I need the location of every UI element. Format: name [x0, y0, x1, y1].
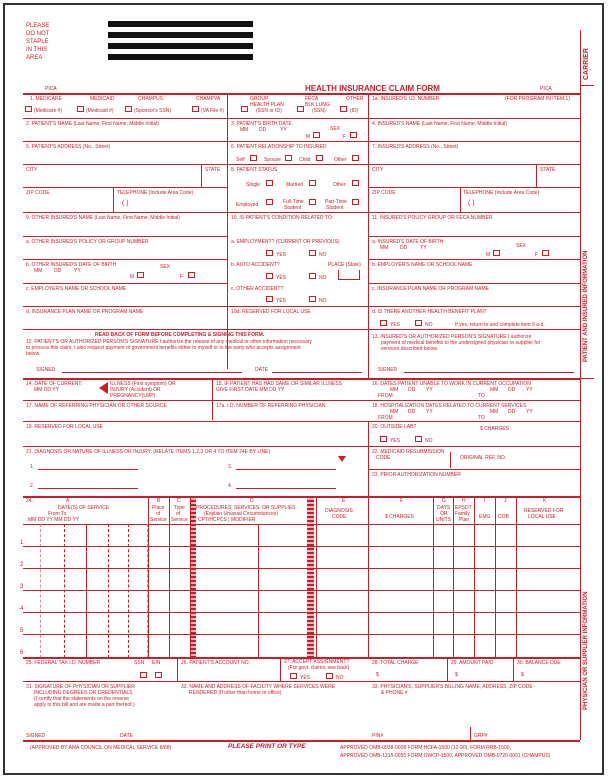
other-acc-no-label: NO [319, 298, 327, 304]
field-31-label: 31. SIGNATURE OF PHYSICIAN OR SUPPLIER [26, 684, 135, 690]
another-plan-yes-label: YES [390, 322, 401, 328]
ssn-label: SSN [134, 660, 145, 666]
field-12-date: DATE [255, 367, 268, 373]
field-13-text: 13. INSURED'S OR AUTHORIZED PERSON'S SIGNATURE I authorize [372, 334, 532, 340]
other-sex-m-label: M [130, 274, 135, 280]
barcode-bars [108, 21, 253, 60]
reserved-label: LOCAL USE [528, 514, 556, 520]
tel-label: TELEPHONE (Include Area Code) [117, 190, 194, 196]
field-30-label: 30. BALANCE DUE [517, 660, 561, 666]
champus-checkbox[interactable] [125, 106, 132, 112]
reserved-label: RESERVED FOR [524, 508, 564, 514]
assign-yes-checkbox[interactable] [290, 673, 297, 679]
married-label: Married [286, 182, 303, 188]
field-9d-label: d. INSURANCE PLAN NAME OR PROGRAM NAME [26, 309, 144, 315]
other-acc-yes-label: YES [276, 298, 287, 304]
group-label: (SSN or ID) [256, 108, 282, 114]
place-state-box[interactable] [338, 270, 360, 280]
field-23-label: 23. PRIOR AUTHORIZATION NUMBER [372, 472, 461, 478]
omb-line-1: APPROVED OMB-0938-0008 FORM HCFA-1500 (12-90), FORM RRB-1500, [340, 745, 511, 751]
field-31-date: DATE [120, 733, 133, 739]
medicaid-sub: (Medicaid #) [86, 108, 114, 114]
patient-sex-m-checkbox[interactable] [313, 132, 320, 138]
line-number: 3 [20, 584, 24, 590]
side-label-physician: PHYSICIAN OR SUPPLIER INFORMATION [583, 591, 589, 710]
field-10a-label: a. EMPLOYMENT? (CURRENT OR PREVIOUS) [231, 239, 340, 245]
medicaid-label: MEDICAID [90, 96, 115, 102]
field-7-label: 7. INSURED'S ADDRESS (No., Street) [372, 144, 459, 150]
field-16-mm: MM [390, 387, 399, 393]
field-21-label: 21. DIAGNOSIS OR NATURE OF ILLNESS OR INJURY. (RELATE ITEMS 1,2,3 OR 4 TO ITEM 24E BY LINE) [26, 449, 271, 455]
patient-sex-f-checkbox[interactable] [350, 132, 357, 138]
col-h: H [462, 498, 466, 504]
another-plan-no-label: NO [425, 322, 433, 328]
field-18-label: 18. HOSPITALIZATION DATES RELATED TO CURRENT SERVICES [372, 403, 527, 409]
proc-label: PROCEDURES, SERVICES, OR SUPPLIES [196, 505, 296, 511]
diag-2: 2. [30, 483, 35, 489]
pica-left: PICA [45, 86, 57, 92]
ein-checkbox[interactable] [155, 672, 162, 678]
field-3-dd: DD [259, 127, 267, 133]
diag-3: 3. [228, 464, 233, 470]
field-14-type: PREGNANCY(LMP) [110, 393, 156, 399]
insured-tel-paren: ( ) [468, 200, 475, 207]
field-27-sub: (For govt. claims, see back) [288, 665, 350, 671]
employment-no-label: NO [319, 252, 327, 258]
field-12-text: to process this claim. I also request payment of government benefits either to myself or to the party who accepts assignment [26, 345, 301, 351]
field-18-dd: DD [408, 409, 416, 415]
staple-line: DO NOT [26, 31, 50, 37]
field-13-text: services described below. [381, 346, 438, 352]
champva-checkbox[interactable] [192, 106, 199, 112]
insured-city-label: CITY [372, 167, 384, 173]
col-k: K [543, 498, 547, 504]
arrow-down-icon [338, 456, 346, 462]
field-11a-sex: SEX [516, 243, 527, 249]
field-31-text: (I certify that the statements on the reverse [34, 696, 130, 702]
auto-yes-checkbox[interactable] [266, 273, 273, 279]
col-f: F [400, 498, 404, 504]
employment-yes-label: YES [276, 252, 287, 258]
emg-label: EMG [479, 514, 491, 520]
assign-no-label: NO [336, 675, 344, 681]
field-19-label: 19. RESERVED FOR LOCAL USE [26, 424, 103, 430]
epsdt-label: EPSDT [455, 505, 472, 511]
insured-zip-label: ZIP CODE [372, 190, 396, 196]
outside-lab-yes-checkbox[interactable] [380, 436, 387, 442]
field-10c-label: c. OTHER ACCIDENT? [231, 286, 284, 292]
field-9c-label: c. EMPLOYER'S NAME OR SCHOOL NAME [26, 286, 127, 292]
field-18-mm: MM [390, 409, 399, 415]
field-14-type: ILLNESS (First symptom) OR [110, 381, 176, 387]
field-3-mm: MM [240, 127, 249, 133]
place-label: of [156, 511, 161, 517]
other-sub: (ID) [350, 108, 359, 114]
auto-no-label: NO [319, 275, 327, 281]
field-9b-mm: MM [34, 268, 43, 274]
spouse-label: Spouse [264, 157, 281, 163]
proc-label: (Explain Unusual Circumstances) [204, 511, 278, 517]
field-31-text: INCLUDING DEGREES OR CREDENTIALS [34, 690, 133, 696]
champus-label: CHAMPUS [138, 96, 164, 102]
other-rel-checkbox[interactable] [352, 155, 359, 161]
other-rel-label: Other [334, 157, 347, 163]
medicaid-checkbox[interactable] [77, 106, 84, 112]
col-j: J [504, 498, 507, 504]
field-30-dollar: $ [521, 672, 524, 678]
field-25-label: 25. FEDERAL TAX I.D. NUMBER [26, 660, 101, 666]
field-20-charges: $ CHARGES [480, 426, 509, 432]
type-label: Type [174, 505, 185, 511]
group-label: HEALTH PLAN [250, 102, 284, 108]
col-e: E [342, 498, 346, 504]
staple-line: PLEASE [26, 23, 50, 29]
field-28-label: 28. TOTAL CHARGE [372, 660, 419, 666]
field-6-label: 6. PATIENT RELATIONSHIP TO INSURED [231, 144, 327, 150]
spouse-checkbox[interactable] [285, 155, 292, 161]
insured-sex-f-label: F [535, 252, 539, 258]
field-2-label: 2. PATIENT'S NAME (Last Name, First Name, Middle Initial) [26, 121, 159, 127]
field-24-label: 24. [26, 498, 33, 504]
another-plan-no-checkbox[interactable] [415, 320, 422, 326]
other-sex-f-checkbox[interactable] [188, 272, 195, 278]
single-checkbox[interactable] [266, 180, 273, 186]
insured-tel-label: TELEPHONE (Include Area Code) [463, 190, 540, 196]
field-16-mm2: MM [490, 387, 499, 393]
medicare-sub: (Medicare #) [34, 108, 63, 114]
field-18-yy2: YY [526, 409, 533, 415]
date-column-dividers [40, 524, 148, 658]
state-label: STATE [205, 167, 221, 173]
staple-line: IN THIS [26, 47, 48, 53]
line-number: 4 [20, 606, 24, 612]
field-9-label: 9. OTHER INSURED'S NAME (Last Name, First Name, Middle Initial) [26, 215, 180, 221]
diag-code-label: CODE [332, 514, 347, 520]
field-11a-mmddyy: MM [380, 245, 389, 251]
fromto-label: From To [48, 511, 67, 517]
staple-line: STAPLE [26, 39, 49, 45]
field-14-label: 14. DATE OF CURRENT: [26, 381, 83, 387]
city-label: CITY [26, 167, 38, 173]
field-18-to: TO [478, 415, 485, 421]
field-26-label: 26. PATIENT'S ACCOUNT NO. [181, 660, 251, 666]
field-8-label: 8. PATIENT STATUS [231, 167, 278, 173]
cob-label: COB [498, 514, 509, 520]
arrow-icon [99, 382, 108, 394]
staple-line: AREA [26, 55, 43, 61]
other-checkbox[interactable] [340, 106, 347, 112]
field-22-label: 22. MEDICAID RESUBMISSION [372, 449, 445, 455]
epsdt-label: Plan [459, 517, 470, 523]
dos-label: DATE(S) OF SERVICE [58, 505, 110, 511]
field-16-yy: YY [426, 387, 433, 393]
champus-sub: (Sponsor's SSN) [134, 108, 172, 114]
col-g: G [442, 498, 446, 504]
field-11b-label: b. EMPLOYER'S NAME OR SCHOOL NAME [372, 262, 473, 268]
another-plan-yes-checkbox[interactable] [380, 320, 387, 326]
col-b: B [157, 498, 161, 504]
field-20-label: 20. OUTSIDE LAB? [372, 424, 417, 430]
field-11c-label: c. INSURANCE PLAN NAME OR PROGRAM NAME [372, 286, 489, 292]
col-a: A [66, 498, 70, 504]
champva-label: CHAMPVA [196, 96, 221, 102]
field-3-yy: YY [280, 127, 287, 133]
feca-label: FECA [305, 96, 319, 102]
parttime-label: Part-Time [325, 199, 347, 205]
type-label: Service [171, 517, 188, 523]
status-other-checkbox[interactable] [352, 180, 359, 186]
insured-sex-m-checkbox[interactable] [493, 250, 500, 256]
field-10d-label: 10d. RESERVED FOR LOCAL USE [231, 309, 311, 315]
group-label: GROUP [250, 96, 269, 102]
approved-note: (APPROVED BY AMA COUNCIL ON MEDICAL SERVICE 8/88) [30, 745, 172, 751]
single-label: Single [246, 182, 260, 188]
child-label: Child [299, 157, 311, 163]
parttime-checkbox[interactable] [352, 199, 359, 205]
insured-state-label: STATE [540, 167, 556, 173]
auto-no-checkbox[interactable] [309, 273, 316, 279]
feca-label: BLK LUNG [305, 102, 330, 108]
field-9a-label: a. OTHER INSURED'S POLICY OR GROUP NUMBER [26, 239, 149, 245]
field-32-label: 32. NAME AND ADDRESS OF FACILITY WHERE SERVICES WERE [181, 684, 336, 690]
line-number: 5 [20, 628, 24, 634]
col-d: D [250, 498, 254, 504]
field-9b-yy: YY [74, 268, 81, 274]
field-18-dd2: DD [508, 409, 516, 415]
feca-label: (SSN) [312, 108, 326, 114]
form-title: HEALTH INSURANCE CLAIM FORM [305, 84, 440, 93]
epsdt-label: Family [455, 511, 470, 517]
field-16-yy2: YY [526, 387, 533, 393]
dates-label: MM DD YY MM DD YY [28, 517, 80, 523]
field-3-sex: SEX [330, 126, 341, 132]
zip-label: ZIP CODE [26, 190, 50, 196]
field-9b-dd: DD [54, 268, 62, 274]
pica-right: PICA [540, 86, 552, 92]
field-11d-label: d. IS THERE ANOTHER HEALTH BENEFIT PLAN? [372, 309, 487, 315]
status-other-label: Other [333, 182, 346, 188]
employed-checkbox[interactable] [266, 199, 273, 205]
fulltime-checkbox[interactable] [309, 199, 316, 205]
col-i: I [484, 498, 486, 504]
field-10b-place: PLACE (State) [328, 262, 361, 268]
field-12-signed: SIGNED [36, 367, 56, 373]
other-sex-f-label: F [180, 274, 184, 280]
field-13-text: payment of medical benefits to the undersigned physician or supplier for [381, 340, 541, 346]
col-c: C [177, 498, 181, 504]
field-11-label: 11. INSURED'S POLICY GROUP OR FECA NUMBER [372, 215, 493, 221]
other-acc-yes-checkbox[interactable] [266, 296, 273, 302]
ssn-checkbox[interactable] [140, 672, 147, 678]
other-sex-m-checkbox[interactable] [137, 272, 144, 278]
fulltime-label: Full-Time [283, 199, 304, 205]
field-33-sub: & PHONE # [381, 690, 408, 696]
self-label: Self [236, 157, 245, 163]
auto-yes-label: YES [276, 275, 287, 281]
field-18-mm2: MM [490, 409, 499, 415]
field-31-signed: SIGNED [26, 733, 46, 739]
child-checkbox[interactable] [316, 155, 323, 161]
other-label: OTHER [346, 96, 364, 102]
field-15-label: 15. IF PATIENT HAS HAD SAME OR SIMILAR ILLNESS [216, 381, 342, 387]
days-label: UNITS [436, 517, 451, 523]
field-10b-label: b. AUTO ACCIDENT? [231, 262, 280, 268]
outside-lab-no-label: NO [425, 438, 433, 444]
insured-sex-f-checkbox[interactable] [542, 250, 549, 256]
field-32-sub: RENDERED (If other than home or office) [189, 690, 282, 696]
ein-label: EIN [152, 660, 161, 666]
place-label: Place [152, 505, 165, 511]
side-label-patient: PATIENT AND INSURED INFORMATION [583, 250, 589, 362]
diag-code-label: DIAGNOSIS [325, 508, 353, 514]
field-10-label: 10. IS PATIENT'S CONDITION RELATED TO: [231, 215, 334, 221]
parttime-label: Student [326, 205, 344, 211]
field-9b-sex: SEX [160, 264, 171, 270]
outside-lab-no-checkbox[interactable] [415, 436, 422, 442]
field-16-from: FROM [378, 393, 393, 399]
field-11a-dd: DD [400, 245, 408, 251]
type-label: of [176, 511, 181, 517]
field-17a-label: 17a. I.D. NUMBER OF REFERRING PHYSICIAN [216, 403, 326, 409]
employed-label: Employed [236, 202, 259, 208]
self-checkbox[interactable] [250, 155, 257, 161]
tel-paren: ( ) [122, 200, 129, 207]
sex-f-label: F [343, 134, 347, 140]
employment-no-checkbox[interactable] [309, 250, 316, 256]
medicare-checkbox[interactable] [25, 106, 32, 112]
pin-label: PIN# [372, 733, 384, 739]
staple-note [26, 22, 49, 62]
champva-sub: (VA File #) [201, 108, 224, 114]
assign-yes-label: YES [300, 675, 311, 681]
field-15-sub: GIVE FIRST DATE MM DD YY [216, 387, 285, 393]
field-18-yy: YY [426, 409, 433, 415]
field-1a-label: 1a. INSURED'S I.D. NUMBER [372, 96, 440, 102]
field-29-dollar: $ [455, 672, 458, 678]
days-label: OR [440, 511, 448, 517]
field-5-label: 5. PATIENT'S ADDRESS (No., Street) [26, 144, 111, 150]
side-label-carrier: CARRIER [583, 48, 590, 80]
field-13-signed: SIGNED [378, 367, 398, 373]
field-18-from: FROM [378, 415, 393, 421]
diag-1: 1. [30, 464, 35, 470]
field-11d-note: If yes, return to and complete item 9 a-d. [455, 322, 545, 328]
field-22-code: CODE [376, 455, 391, 461]
field-11a-yy: YY [420, 245, 427, 251]
line-number: 2 [20, 562, 24, 568]
field-12-text: below. [26, 351, 41, 357]
proc-label: CPT/HCPCS | MODIFIER [198, 517, 256, 523]
field-28-dollar: $ [376, 672, 379, 678]
insured-sex-m-label: M [486, 252, 491, 258]
field-1a-note: (FOR PROGRAM IN ITEM 1) [505, 96, 570, 102]
charges-label: $ CHARGES [385, 514, 414, 520]
field-31-text: apply to this bill and are made a part thereof.) [34, 702, 135, 708]
line-number: 6 [20, 650, 24, 656]
field-14-type: INJURY (Accident) OR [110, 387, 161, 393]
field-16-dd2: DD [508, 387, 516, 393]
grp-label: GRP# [474, 733, 488, 739]
field-16-label: 16. DATES PATIENT UNABLE TO WORK IN CURRENT OCCUPATION [372, 381, 531, 387]
field-11a-label: a. INSURED'S DATE OF BIRTH [372, 239, 444, 245]
field-4-label: 4. INSURED'S NAME (Last Name, First Name, Middle Initial) [372, 121, 507, 127]
fulltime-label: Student [284, 205, 302, 211]
field-9b-label: b. OTHER INSURED'S DATE OF BIRTH [26, 262, 117, 268]
line-number: 1 [20, 540, 24, 546]
married-checkbox[interactable] [309, 180, 316, 186]
field-33-label: 33. PHYSICIAN'S, SUPPLIER'S BILLING NAME, ADDRESS, ZIP CODE [372, 684, 533, 690]
feca-checkbox[interactable] [297, 106, 304, 112]
field-14-sub: MM DD YY [34, 387, 59, 393]
field-12-text: 12. PATIENT'S OR AUTHORIZED PERSON'S SIGNATURE I authorize the release of any medical or other information necessary [26, 339, 312, 345]
field-16-to: TO [478, 393, 485, 399]
other-acc-no-checkbox[interactable] [309, 296, 316, 302]
days-label: DAYS [437, 505, 451, 511]
field-3-label: 3. PATIENT'S BIRTH DATE [231, 121, 292, 127]
readback-note: READ BACK OF FORM BEFORE COMPLETING & SIGNING THIS FORM. [95, 332, 265, 338]
assign-no-checkbox[interactable] [326, 673, 333, 679]
print-note: PLEASE PRINT OR TYPE [228, 743, 306, 750]
place-label: Service [150, 517, 167, 523]
field-16-dd: DD [408, 387, 416, 393]
sex-m-label: M [306, 134, 311, 140]
field-27-label: 27. ACCEPT ASSIGNMENT? [284, 659, 350, 665]
field-29-label: 29. AMOUNT PAID [451, 660, 494, 666]
field-17-label: 17. NAME OF REFERRING PHYSICIAN OR OTHER SOURCE [26, 403, 167, 409]
group-checkbox[interactable] [241, 106, 248, 112]
field-1-label: 1. MEDICARE [30, 96, 62, 102]
omb-line-2: APPROVED OMB-1215-0055 FORM OWCP-1500, APPROVED OMB-0720-0001 (CHAMPUS) [340, 753, 551, 759]
diag-4: 4. [228, 483, 233, 489]
field-22-orig: ORIGINAL REF. NO. [460, 455, 507, 461]
outside-lab-yes-label: YES [390, 438, 401, 444]
employment-yes-checkbox[interactable] [266, 250, 273, 256]
